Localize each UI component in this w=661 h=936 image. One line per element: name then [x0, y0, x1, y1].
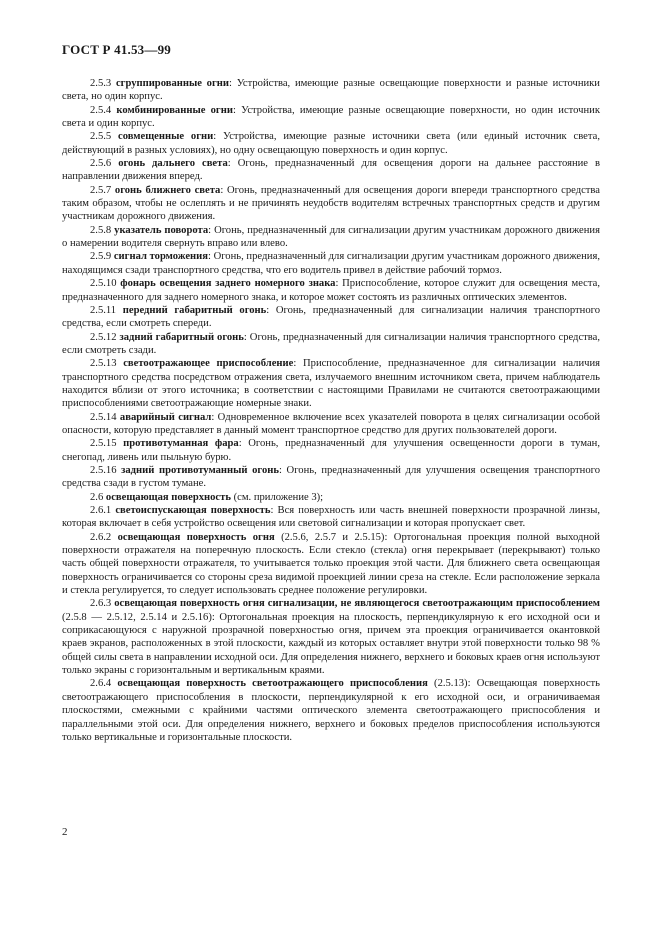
paragraph-2-6-2 [62, 531, 600, 598]
definition-text: (см. приложение 3); [230, 491, 324, 503]
paragraph-2-6-1 [62, 504, 600, 531]
defined-term: сгруппированные огни [115, 78, 229, 89]
definition-text: (2.5.6, 2.5.7 и 2.5.15): Ортогональная проекция полной выходной поверхности отражателя на поперечную плоскость. Если стекло (стекла) огня перекрывает (перекрывают) только часть общей поверхности отражателя, то учитывается только проекция этой части. Для ближнего света освещающая поверхность ограничивается со стороны среза видимой проекцией линии среза на стекле. Если расположение зеркала и стекла регулируется, то следует использовать среднее положение регулировки. [62, 531, 600, 597]
clause-number: 2.5.9 [90, 251, 112, 263]
defined-term: передний габаритный огонь [122, 304, 267, 316]
clause-number: 2.5.16 [90, 464, 117, 476]
definition-text: : Устройства, имеющие разные освещающие поверхности, но один источник света и один корпус. [62, 104, 600, 130]
definition-text: : Огонь, предназначенный для улучшения освещенности дороги в туман, снегопад, ливень или пыльную бурю. [62, 438, 600, 463]
defined-term: сигнал торможения [113, 251, 208, 263]
paragraph-2-5-9 [62, 250, 600, 277]
defined-term: освещающая поверхность огня [117, 531, 275, 543]
defined-term: освещающая поверхность огня сигнализации, не являющегося светоотражающим приспособлением [114, 598, 600, 610]
definition-text: : Огонь, предназначенный для освещения дороги впереди транспортного средства таким образом, чтобы не ослеплять и не причинять неудобств водителям встречных транспортных средств и другим участникам дорожного движения. [62, 184, 600, 223]
page-number: 2 [62, 826, 68, 838]
clause-number: 2.5.14 [90, 411, 117, 423]
paragraph-2-5-6 [62, 157, 600, 184]
definition-text: (2.5.8 — 2.5.12, 2.5.14 и 2.5.16): Ортогональная проекция на плоскость, перпендикулярную к его исходной оси и соприкасающуюся с наружной прозрачной поверхностью огня, причем эта проекция ограничивается окантовкой краев экранов, расположенных в этой плоскости, каждый из которых оставляет внутри этой поверхности только 98 % общей силы света в направлении исходной оси. Для определения нижнего, верхнего и боковых краев огня используют только экраны с горизонтальным и вертикальным краями. [62, 611, 600, 677]
definition-text: : Огонь, предназначенный для улучшения освещения транспортного средства сзади в густом тумане. [62, 464, 600, 490]
defined-term: освещающая поверхность [105, 491, 231, 503]
paragraph-2-5-8 [62, 224, 600, 251]
document-body [62, 77, 600, 744]
paragraph-2-5-15 [62, 437, 600, 464]
clause-number: 2.6.1 [90, 505, 112, 516]
clause-number: 2.5.6 [90, 158, 112, 170]
definition-text: : Вся поверхность или часть внешней поверхности прозрачной линзы, которая включает в себя устройство освещения или световой сигнализации и которая пропускает свет. [62, 505, 600, 530]
defined-term: аварийный сигнал [119, 411, 212, 423]
defined-term: противотуманная фара [123, 438, 239, 450]
defined-term: освещающая поверхность светоотражающего приспособления [117, 678, 428, 690]
definition-text: : Огонь, предназначенный для сигнализации наличия транспортного средства, если смотреть сзади. [62, 331, 600, 356]
clause-number: 2.6.3 [90, 598, 112, 610]
paragraph-2-5-10 [62, 277, 600, 304]
defined-term: задний противотуманный огонь [121, 464, 279, 476]
definition-text: : Одновременное включение всех указателей поворота в целях сигнализации особой опасности, которую представляет в данный момент транспортное средство для других пользователей дороги. [62, 411, 600, 436]
clause-number: 2.5.4 [90, 104, 112, 116]
definition-text: : Устройства, имеющие разные освещающие поверхности и разные источники света, но один корпус. [62, 78, 600, 103]
definition-text: : Огонь, предназначенный для сигнализации наличия транспортного средства, если смотреть спереди. [62, 304, 601, 330]
definition-text: : Приспособление, которое служит для освещения места, предназначенного для заднего номерного знака, и которое может состоять из различных оптических элементов. [62, 278, 600, 303]
clause-number: 2.5.10 [90, 278, 117, 290]
definition-text: : Огонь, предназначенный для сигнализации другим участникам дорожного движения о намерении водителя свернуть вправо или влево. [62, 224, 600, 250]
defined-term: фонарь освещения заднего номерного знака [120, 278, 336, 290]
clause-number: 2.5.15 [90, 438, 117, 450]
defined-term: указатель поворота [114, 224, 209, 236]
clause-number: 2.5.11 [90, 304, 117, 316]
paragraph-2-5-16 [62, 464, 600, 491]
definition-text: : Огонь, предназначенный для сигнализации другим участникам дорожного движения, находящимся сзади транспортного средства, что его водитель привел в действие рабочий тормоз. [62, 251, 600, 276]
defined-term: светоотражающее приспособление [123, 358, 294, 370]
paragraph-2-5-11 [62, 304, 600, 331]
clause-number: 2.5.8 [90, 224, 112, 236]
paragraph-2-6-3 [62, 597, 600, 677]
clause-number: 2.6 [90, 491, 104, 503]
clause-number: 2.5.12 [90, 331, 117, 343]
clause-number: 2.5.13 [90, 358, 117, 370]
paragraph-2-6-4 [62, 677, 600, 744]
definition-text: (2.5.13): Освещающая поверхность светоотражающего приспособления в плоскости, перпендикулярной к его исходной оси, и ограничиваемая плоскостями, смежными с крайними частями оптического элемента светоотражающего приспособления и параллельными этой оси. Для определения нижнего, верхнего и боковых пределов приспособления используются только вертикальные и горизонтальные плоскости. [62, 678, 600, 743]
paragraph-2-5-13 [62, 357, 600, 410]
clause-number: 2.6.4 [90, 678, 112, 690]
defined-term: светоиспускающая поверхность [115, 505, 271, 516]
defined-term: огонь ближнего света [114, 184, 221, 196]
paragraph-2-5-12 [62, 331, 600, 358]
paragraph-2-5-4 [62, 104, 600, 131]
defined-term: совмещенные огни [118, 131, 214, 143]
definition-text: : Устройства, имеющие разные источники света (или единый источник света, действующий в разных условиях), но одну освещающую поверхность и один корпус. [62, 131, 600, 156]
defined-term: огонь дальнего света [118, 158, 228, 170]
paragraph-2-6 [62, 491, 600, 504]
clause-number: 2.5.5 [90, 131, 112, 143]
defined-term: комбинированные огни [116, 104, 233, 116]
clause-number: 2.5.7 [90, 184, 112, 196]
defined-term: задний габаритный огонь [119, 331, 244, 343]
definition-text: : Огонь, предназначенный для освещения дороги на дальнее расстояние в направлении движения вперед. [62, 158, 600, 183]
paragraph-2-5-5 [62, 130, 600, 157]
paragraph-2-5-14 [62, 411, 600, 438]
paragraph-2-5-7 [62, 184, 600, 224]
document-code: ГОСТ Р 41.53—99 [62, 42, 171, 57]
definition-text: : Приспособление, предназначенное для сигнализации наличия транспортного средства посредством отражения света, излучаемого внешним источником света, причем наблюдатель находится вблизи от этого источника; в соответствии с настоящими Правилами не считаются светоотражающими приспособлениями светоотражающие номерные знаки. [62, 358, 601, 410]
paragraph-2-5-3 [62, 77, 600, 104]
clause-number: 2.6.2 [90, 531, 112, 543]
clause-number: 2.5.3 [90, 78, 112, 89]
